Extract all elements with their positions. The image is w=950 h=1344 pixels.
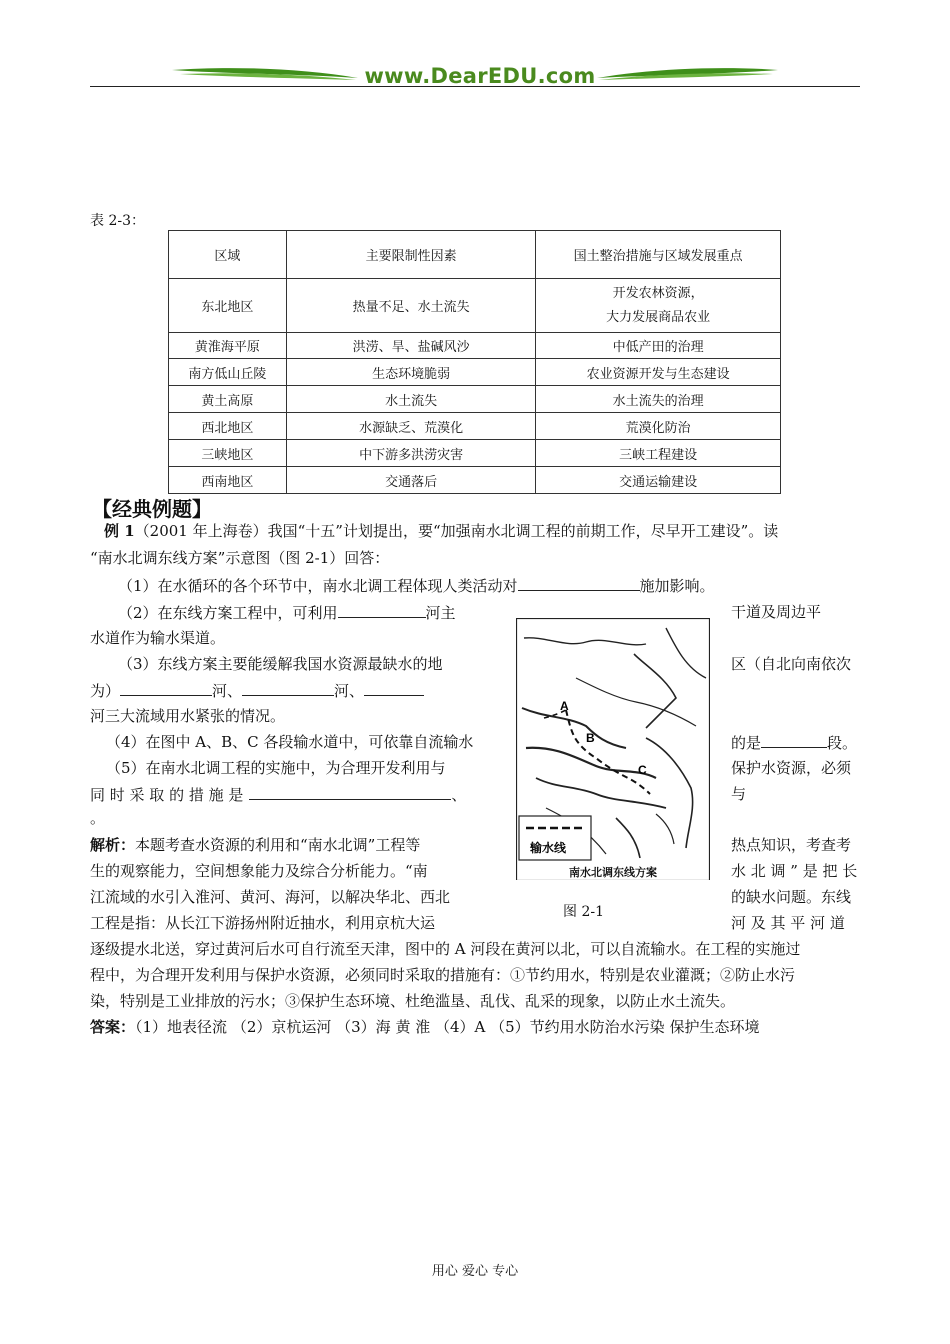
table-header-cell: 主要限制性因素 (286, 231, 536, 279)
table-cell: 黄土高原 (169, 386, 287, 413)
map-point-b: B (586, 731, 595, 745)
q4-text: 的是 (731, 734, 762, 752)
analysis-line-right: 河 及 其 平 河 道 (731, 914, 845, 932)
question-2-right: 干道及周边平 (731, 603, 822, 621)
question-3-cont: 河三大流域用水紧张的情况。 (90, 707, 286, 725)
q2-mid: 河主 (425, 604, 456, 622)
question-5-right: 保护水资源，必须 (731, 759, 852, 777)
table-header-row (169, 231, 781, 279)
table-cell: 三峡地区 (169, 440, 287, 467)
analysis-line: 江流域的水引入淮河、黄河、海河，以解决华北、西北 (90, 888, 451, 906)
map-point-c: C (638, 763, 647, 777)
map-title: 南水北调东线方案 (569, 866, 657, 879)
table-cell (536, 279, 781, 333)
table-cell: 黄淮海平原 (169, 333, 287, 359)
header-rule (90, 86, 860, 87)
q1-tail: 施加影响。 (639, 577, 715, 595)
question-5-end: 。 (90, 809, 106, 827)
table-cell: 西北地区 (169, 413, 287, 440)
table-cell: 水土流失的治理 (536, 386, 781, 413)
question-5: （5）在南水北调工程的实施中，为合理开发利用与 (106, 759, 446, 777)
question-3: （3）东线方案主要能缓解我国水资源最缺水的地 (118, 655, 443, 673)
table-row (169, 333, 781, 359)
question-2-cont: 水道作为输水渠道。 (90, 629, 226, 647)
q1-text: （1）在水循环的各个环节中，南水北调工程体现人类活动对 (118, 577, 518, 595)
page-footer: 用心 爱心 专心 (431, 1264, 519, 1279)
analysis-line: 工程是指：从长江下游扬州附近抽水，利用京杭大运 (90, 914, 436, 932)
table-caption: 表 2-3： (90, 213, 145, 229)
question-4: （4）在图中 A、B、C 各段输水道中，可依靠自流输水 (106, 733, 474, 751)
analysis-line: 染，特别是工业排放的污水；③保护生态环境、杜绝滥垦、乱伐、乱采的现象，以防止水土流失。 (90, 992, 736, 1010)
south-north-water-map (516, 618, 710, 880)
analysis-line: 逐级提水北送，穿过黄河后水可自行流至天津，图中的 A 河段在黄河以北，可以自流输水。在工程的实施过 (90, 940, 801, 958)
q4-text: 段。 (827, 734, 858, 752)
table-cell: 热量不足、水土流失 (286, 279, 536, 333)
example-intro-line (104, 520, 778, 542)
answer-blank (364, 679, 424, 696)
table-cell: 交通落后 (286, 467, 536, 494)
analysis-line (90, 834, 420, 856)
table-cell: 水源缺乏、荒漠化 (286, 413, 536, 440)
table-cell: 农业资源开发与生态建设 (536, 359, 781, 386)
table-cell: 中低产田的治理 (536, 333, 781, 359)
answer-blank (338, 601, 426, 618)
table-cell: 西南地区 (169, 467, 287, 494)
answer-blank (761, 731, 827, 748)
region-table (168, 230, 781, 494)
analysis-line-right: 水 北 调 ” 是 把 长 (731, 862, 858, 880)
question-4-right (731, 731, 857, 754)
question-5-right: 与 (731, 785, 747, 803)
question-3-cont (90, 679, 424, 702)
example-label: 例 1 (104, 522, 135, 540)
table-row (169, 279, 781, 333)
example-intro-line: “南水北调东线方案”示意图（图 2-1）回答： (90, 549, 390, 567)
analysis-line: 程中，为合理开发利用与保护水资源，必须同时采取的措施有：①节约用水，特别是农业灌溉；②防止水污 (90, 966, 796, 984)
table-row (169, 386, 781, 413)
table-row (169, 467, 781, 494)
analysis-label: 解析： (90, 836, 136, 854)
table-header-cell: 区域 (169, 231, 287, 279)
analysis-line: 生的观察能力，空间想象能力及综合分析能力。“南 (90, 862, 428, 880)
table-cell: 东北地区 (169, 279, 287, 333)
q5-text: 同 时 采 取 的 措 施 是 (90, 786, 244, 804)
table-header-cell: 国土整治措施与区域发展重点 (536, 231, 781, 279)
table-cell-line: 开发农林资源， (612, 285, 704, 301)
table-cell: 荒漠化防治 (536, 413, 781, 440)
site-logo: www.DearEDU.com (364, 64, 596, 88)
q2-text: （2）在东线方案工程中，可利用 (118, 604, 338, 622)
answer-label: 答案： (90, 1018, 136, 1036)
q3-text: 河、 (334, 682, 365, 700)
logo-swoosh-right-icon (595, 64, 780, 84)
map-legend-label: 输水线 (530, 841, 567, 855)
section-title: 【经典例题】 (92, 497, 212, 521)
answer-blank (249, 783, 451, 800)
question-2 (118, 601, 456, 624)
table-cell: 洪涝、旱、盐碱风沙 (286, 333, 536, 359)
q3-text: 河、 (212, 682, 243, 700)
question-5-cont (90, 783, 466, 806)
figure-caption: 图 2-1 (563, 904, 604, 920)
question-3-right: 区（自北向南依次 (731, 655, 852, 673)
table-row (169, 413, 781, 440)
question-1 (118, 574, 715, 597)
table-cell: 南方低山丘陵 (169, 359, 287, 386)
answer-blank (120, 679, 212, 696)
analysis-line-right: 的缺水问题。东线 (731, 888, 852, 906)
table-cell: 生态环境脆弱 (286, 359, 536, 386)
map-point-a: A (560, 699, 569, 713)
answer-blank (518, 574, 640, 591)
table-cell-line: 大力发展商品农业 (606, 309, 711, 325)
table-row (169, 440, 781, 467)
table-cell: 中下游多洪涝灾害 (286, 440, 536, 467)
table-cell: 交通运输建设 (536, 467, 781, 494)
answer-line (90, 1016, 759, 1038)
q3-text: 为） (90, 682, 121, 700)
table-row (169, 359, 781, 386)
answer-blank (242, 679, 334, 696)
analysis-text: 本题考查水资源的利用和“南水北调”工程等 (135, 836, 421, 854)
table-cell: 三峡工程建设 (536, 440, 781, 467)
analysis-line-right: 热点知识，考查考 (731, 836, 852, 854)
answer-text: （1）地表径流 （2）京杭运河 （3）海 黄 淮 （4）A （5）节约用水防治水污染 保护生态环境 (135, 1018, 760, 1036)
example-intro-text: （2001 年上海卷）我国“十五”计划提出，要“加强南水北调工程的前期工作，尽早开工建设”。读 (134, 522, 779, 540)
q5-text: 、 (451, 786, 467, 804)
table-cell: 水土流失 (286, 386, 536, 413)
